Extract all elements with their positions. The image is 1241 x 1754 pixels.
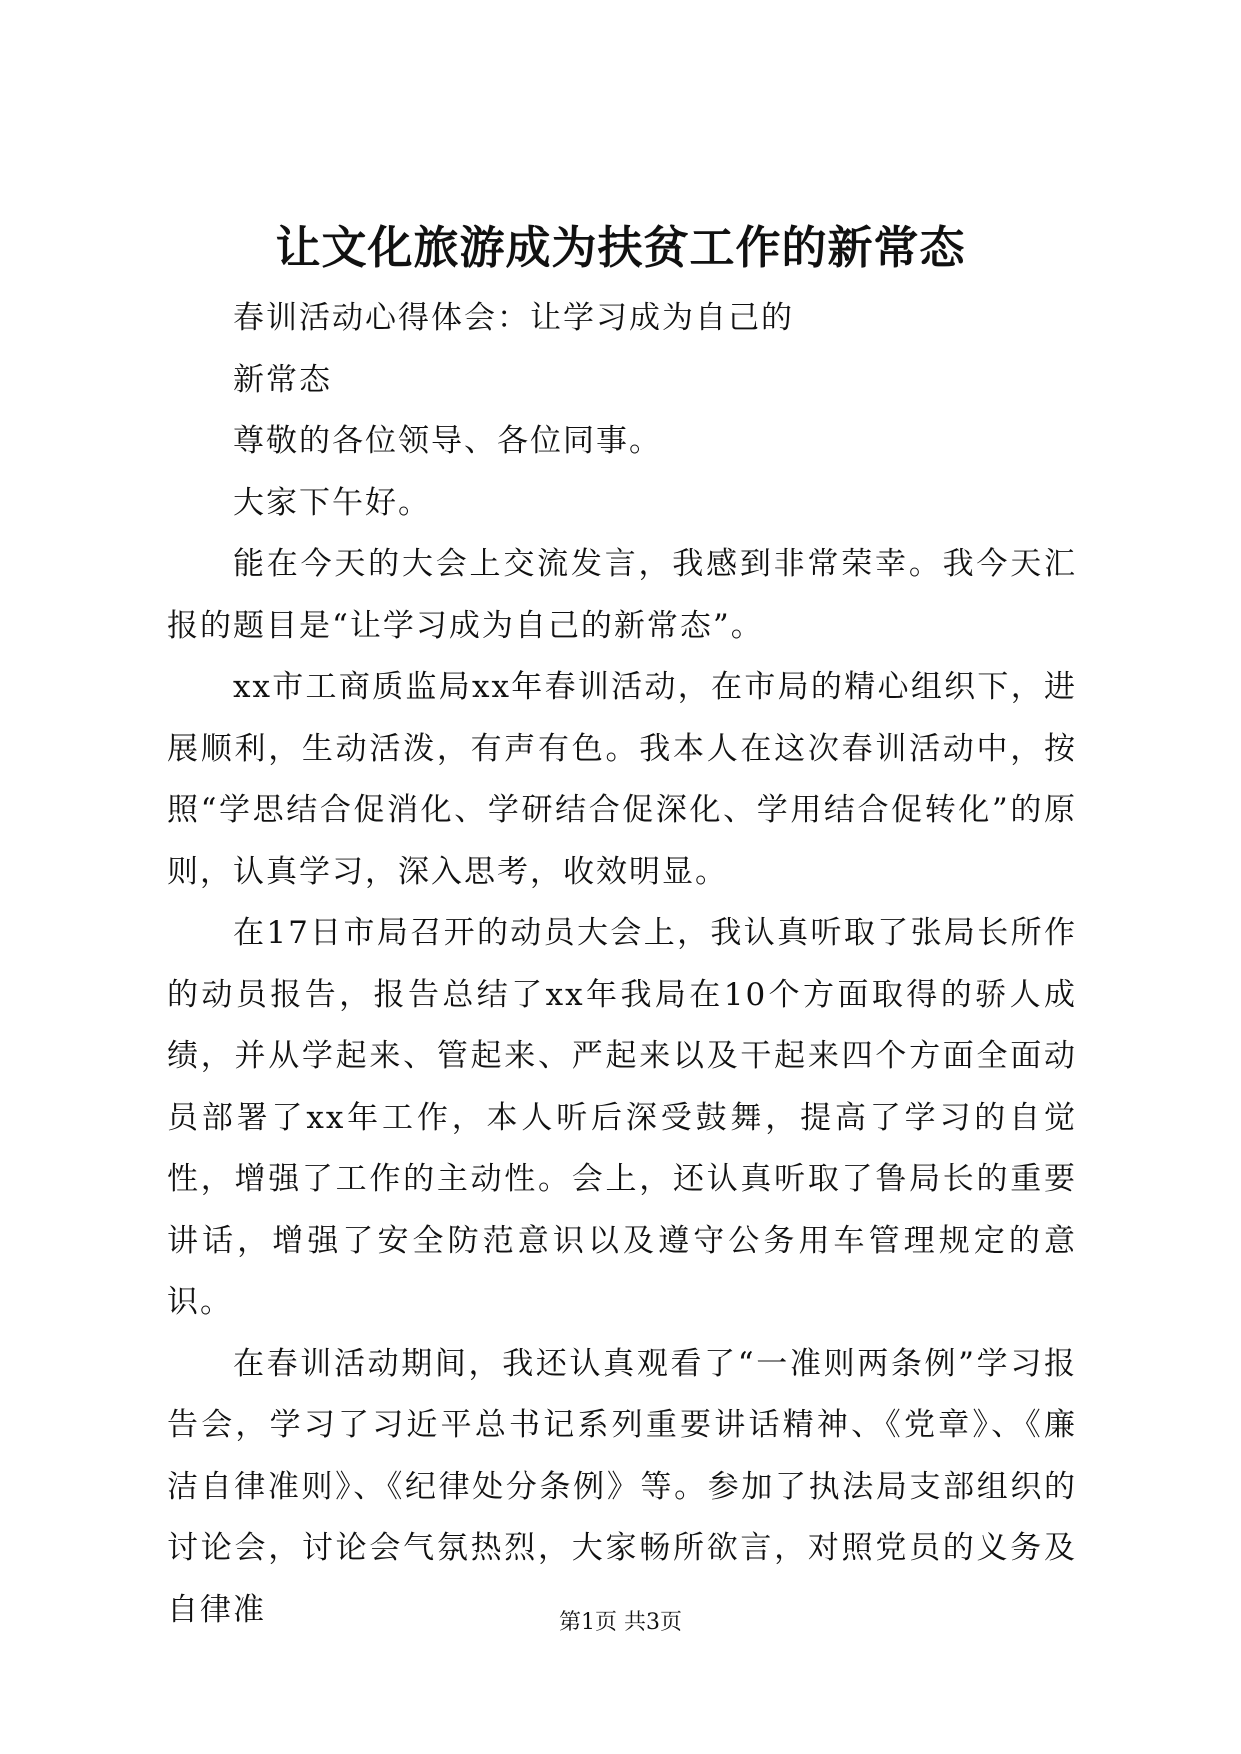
document-body: [167, 288, 1077, 1641]
page-footer: 第1页 共3页: [559, 1610, 682, 1635]
paragraph: xx市工商质监局xx年春训活动，在市局的精心组织下，进展顺利，生动活泼，有声有色。我本人在这次春训活动中，按照“学思结合促消化、学研结合促深化、学用结合促转化”的原则，认真学习，深入思考，收效明显。: [167, 669, 1077, 890]
paragraph: 尊敬的各位领导、各位同事。: [233, 423, 662, 459]
paragraph: 大家下午好。: [233, 484, 431, 521]
paragraph: 能在今天的大会上交流发言，我感到非常荣幸。我今天汇报的题目是“让学习成为自己的新常态”。: [167, 546, 1077, 644]
paragraph: 春训活动心得体会：让学习成为自己的: [233, 300, 794, 336]
paragraph: 在17日市局召开的动员大会上，我认真听取了张局长所作的动员报告，报告总结了xx年我局在10个方面取得的骄人成绩，并从学起来、管起来、严起来以及干起来四个方面全面动员部署了xx年工作，本人听后深受鼓舞，提高了学习的自觉性，增强了工作的主动性。会上，还认真听取了鲁局长的重要讲话，增强了安全防范意识以及遵守公务用车管理规定的意识。: [167, 915, 1077, 1320]
document-title: 让文化旅游成为扶贫工作的新常态: [275, 221, 966, 274]
paragraph: 新常态: [233, 361, 332, 398]
paragraph: 在春训活动期间，我还认真观看了“一准则两条例”学习报告会，学习了习近平总书记系列重要讲话精神、《党章》、《廉洁自律准则》、《纪律处分条例》等。参加了执法局支部组织的讨论会，讨论会气氛热烈，大家畅所欲言，对照党员的义务及自律准: [167, 1345, 1077, 1628]
